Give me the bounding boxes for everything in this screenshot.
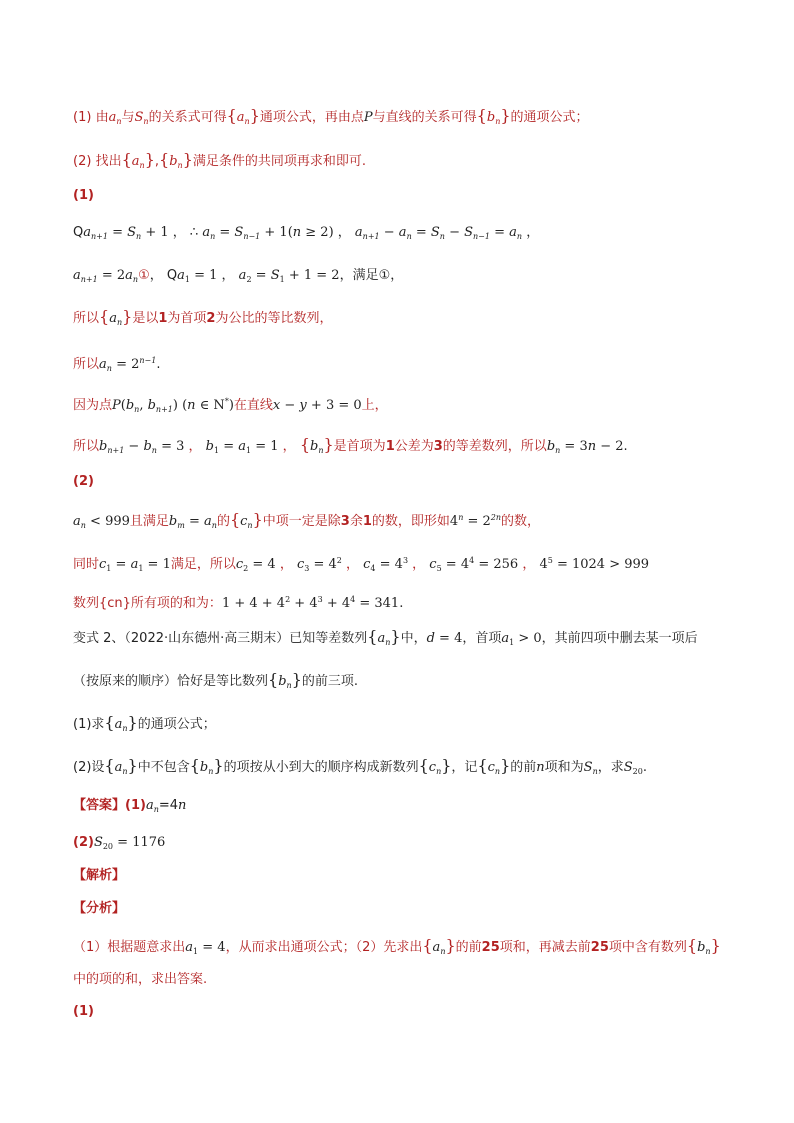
solution-part-2-label: (2): [73, 474, 94, 489]
analysis-line-1: （1）根据题意求出$a_1 = 4$，从而求出通项公式；（2）先求出$\{a_n\}$的前25项和，再减去前25项中含有数列$\{b_n\}$: [73, 936, 721, 956]
variant-problem-line-1: 变式 2、（2022·山东德州·高三期末）已知等差数列$\{a_n\}$中，d = 4，首项$a_1 > 0$，其前四项中删去某一项后: [73, 627, 698, 647]
common-terms-line: $a_n < 999$且满足$b_m = a_n$的$\{c_n\}$中项一定是除3余1的数，即形如$4^n = 2^{2n}$的数，: [73, 510, 541, 530]
answer-part-2: $(2)S_{20} = 1176$: [73, 835, 166, 851]
question-2: (2)设$\{a_n\}$中不包含$\{b_n\}$的项按从小到大的顺序构成新数列$\{c_n\}$，记$\{c_n\}$的前n项和为$S_n$，求$S_{20}$.: [73, 756, 647, 776]
question-1: (1)求$\{a_n\}$的通项公式；: [73, 713, 216, 733]
cn-values-line: 同时$c_1 = a_1 = 1$满足，所以$c_2 = 4$ ， $c_3 = 4^2$ ， $c_4 = 4^3$ ， $c_5 = 4^4 = 256$ ， $4^5 = 1024 > 999$: [73, 556, 650, 573]
geometric-conclusion: 所以$\{a_n\}$是以1为首项2为公比的等比数列，: [73, 307, 333, 327]
analysis-step-1: (1) 由$a_n$与$S_n$的关系式可得$\{a_n\}$通项公式，再由点P与直线的关系可得$\{b_n\}$的通项公式；: [73, 106, 589, 126]
explanation-part-1-label: (1): [73, 1004, 94, 1019]
analysis-label: 【分析】: [73, 901, 126, 916]
ratio-line: $a_{n+1}$ = $2a_n①$， $Qa_1 = 1$ ， $a_2 = S_1 + 1 = 2$，满足①，: [73, 268, 404, 284]
analysis-line-2: 中的项的和，求出答案.: [73, 972, 208, 987]
recurrence-line: $Qa_{n+1} = S_n + 1$ ， ∴ $a_n = S_{n-1} + 1(n \ge 2)$ ， $a_{n+1} - a_n = S_n - S_{n-1} = a_n$ ，: [73, 225, 540, 241]
analysis-step-2: (2) 找出$\{a_n\},\{b_n\}$满足条件的共同项再求和即可.: [73, 150, 367, 170]
variant-problem-line-2: （按原来的顺序）恰好是等比数列$\{b_n\}$的前三项.: [73, 670, 359, 690]
arithmetic-conclusion: 所以$b_{n+1} - b_n = 3$ ， $b_1 = a_1 = 1$ ， $\{b_n\}$是首项为1公差为3的等差数列，所以$b_n = 3n - 2$.: [73, 435, 628, 455]
explanation-label: 【解析】: [73, 868, 126, 883]
an-formula: 所以$a_n = 2^{n-1}$.: [73, 356, 161, 373]
solution-part-1-label: (1): [73, 188, 94, 203]
cn-sum-line: 数列{cn}所有项的和为：$1 + 4 + 4^2 + 4^3 + 4^4 = 341$.: [73, 595, 404, 611]
answer-part-1: 【答案】$(1)a_n=4n$: [73, 798, 187, 814]
point-on-line: 因为点$P(b_n$, $b_{n+1}$) (n ∈ N*)在直线x − y + 3 = 0上，: [73, 397, 388, 414]
